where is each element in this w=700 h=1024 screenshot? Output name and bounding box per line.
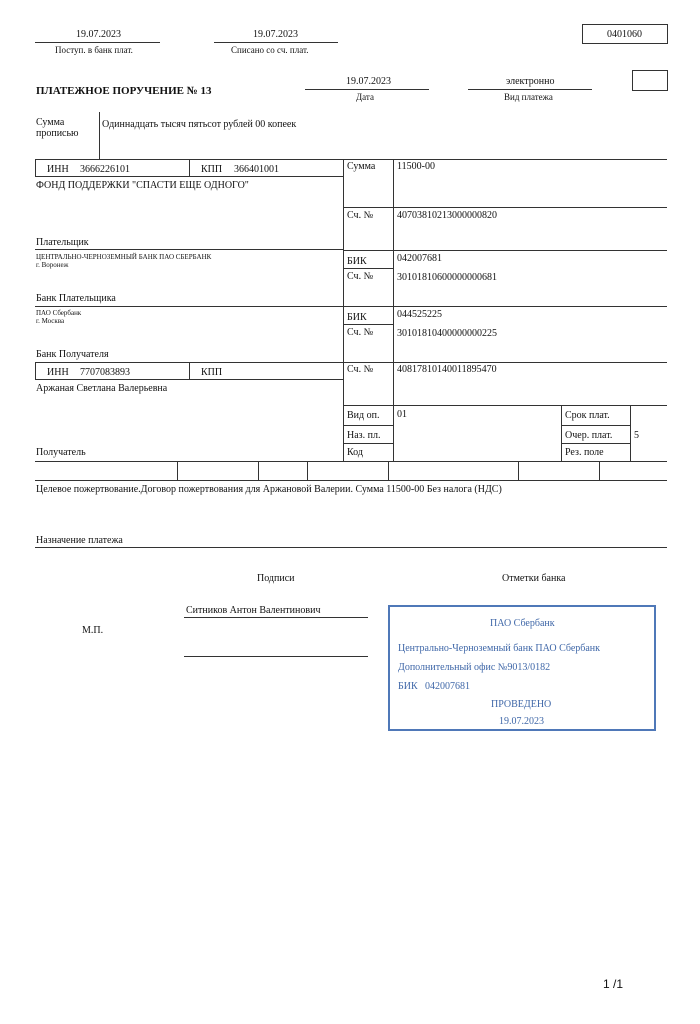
- amount-words-divider: [99, 112, 100, 159]
- payee-bank-bik-label: БИК: [347, 312, 367, 323]
- kod-label: Код: [347, 447, 363, 458]
- payer-name: ФОНД ПОДДЕРЖКИ "СПАСТИ ЕЩЕ ОДНОГО": [36, 180, 249, 191]
- payer-bank-account-label: Сч. №: [347, 271, 374, 282]
- naz-pl-label: Наз. пл.: [347, 430, 381, 441]
- payer-bank-bik: 042007681: [397, 253, 442, 264]
- payer-kpp: 366401001: [234, 164, 279, 175]
- bank-marks-label: Отметки банка: [502, 573, 566, 584]
- payer-bank-account: 30101810600000000681: [397, 272, 497, 283]
- date-debited: 19.07.2023: [253, 29, 298, 40]
- payer-kpp-label: КПП: [201, 164, 223, 175]
- main-column-divider-2: [393, 159, 394, 461]
- payment-type-label: Вид платежа: [504, 92, 553, 102]
- stamp-bik: 042007681: [425, 681, 470, 692]
- payee-inn-label: ИНН: [47, 367, 69, 378]
- tax-cell-5: [518, 461, 519, 480]
- stamp-bik-label: БИК: [398, 681, 418, 692]
- purpose-label: Назначение платежа: [36, 535, 123, 546]
- document-date-label: Дата: [356, 92, 374, 102]
- document-date: 19.07.2023: [346, 76, 391, 87]
- label-received: Поступ. в банк плат.: [55, 45, 133, 55]
- payer-bank-city: г. Воронеж: [36, 261, 69, 269]
- payer-account-label: Сч. №: [347, 210, 374, 221]
- purpose-text: Целевое пожертвование.Договор пожертвования для Аржановой Валерии. Сумма 11500-00 Без налога (НДС): [36, 484, 502, 495]
- payer-inn-left-tick: [35, 159, 36, 176]
- payee-inn-kpp-divider: [189, 362, 190, 379]
- payee-bank-account-label: Сч. №: [347, 327, 374, 338]
- payee-bank-account: 30101810400000000225: [397, 328, 497, 339]
- stamp-status: ПРОВЕДЕНО: [491, 699, 552, 710]
- label-debited: Списано со сч. плат.: [231, 45, 309, 55]
- codes-line-1-right: [561, 425, 631, 426]
- payer-label: Плательщик: [36, 237, 89, 248]
- vid-op: 01: [397, 409, 407, 420]
- tax-row-bottom-line: [35, 480, 667, 481]
- payee-bank-bik: 044525225: [397, 309, 442, 320]
- codes-line-2: [343, 443, 394, 444]
- amount-words-label-2: прописью: [36, 128, 79, 139]
- payee-bank-name: ПАО Сбербанк: [36, 309, 82, 317]
- stamp-branch: Центрально-Черноземный банк ПАО Сбербанк: [398, 643, 601, 654]
- stamp-date: 19.07.2023: [499, 716, 544, 727]
- codes-top-line: [343, 405, 667, 406]
- signature-line-2: [184, 656, 368, 657]
- amount-words-label-1: Сумма: [36, 117, 65, 128]
- payer-bank-bottom-line: [35, 306, 667, 307]
- rez-label: Рез. поле: [565, 447, 604, 458]
- srok-label: Срок плат.: [565, 410, 610, 421]
- signature-line-1: [184, 617, 368, 618]
- payer-bank-name: ЦЕНТРАЛЬНО-ЧЕРНОЗЕМНЫЙ БАНК ПАО СБЕРБАНК: [36, 253, 212, 261]
- codes-line-2-right: [561, 443, 631, 444]
- page-number: 1 /1: [602, 977, 623, 991]
- date-received: 19.07.2023: [76, 29, 121, 40]
- payee-inn-line: [35, 379, 344, 380]
- payee-name: Аржаная Светлана Валерьевна: [36, 383, 168, 394]
- sum-account-line: [343, 207, 667, 208]
- payer-bank-top-line: [343, 250, 667, 251]
- payee-account-label: Сч. №: [347, 364, 374, 375]
- form-code: 0401060: [607, 29, 642, 40]
- amount-words-value: Одиннадцать тысяч пятьсот рублей 00 копеек: [102, 119, 297, 130]
- document-date-line: [305, 89, 429, 90]
- stamp-bank: ПАО Сбербанк: [490, 618, 555, 629]
- payer-account: 40703810213000000820: [397, 210, 497, 221]
- tax-row-top-line: [35, 461, 667, 462]
- payer-inn-line: [35, 176, 344, 177]
- signatures-label: Подписи: [257, 573, 295, 584]
- payee-inn-left-tick: [35, 362, 36, 379]
- ocher-label: Очер. плат.: [565, 430, 613, 441]
- codes-line-1: [343, 425, 394, 426]
- purpose-bottom-line: [35, 547, 667, 548]
- payer-bank-bik-line: [343, 268, 394, 269]
- ocher: 5: [634, 430, 639, 441]
- date-debited-line: [214, 42, 338, 43]
- tax-cell-6: [599, 461, 600, 480]
- payee-account: 40817810140011895470: [397, 364, 497, 375]
- payer-bank-bik-label: БИК: [347, 256, 367, 267]
- tax-cell-1: [177, 461, 178, 480]
- payee-label: Получатель: [36, 447, 86, 458]
- form-code-box: [582, 24, 668, 44]
- payee-bank-bottom-line: [35, 362, 667, 363]
- codes-divider-1: [561, 405, 562, 461]
- empty-code-box: [632, 70, 668, 91]
- payer-inn-label: ИНН: [47, 164, 69, 175]
- payer-sum: 11500-00: [397, 161, 435, 172]
- payer-sum-label: Сумма: [347, 161, 376, 172]
- payer-bank-label: Банк Плательщика: [36, 293, 116, 304]
- payer-inn: 3666226101: [80, 164, 130, 175]
- payee-bank-bik-line: [343, 324, 394, 325]
- mp-label: М.П.: [82, 625, 104, 636]
- payer-bottom-line: [35, 249, 344, 250]
- vid-op-label: Вид оп.: [347, 410, 380, 421]
- tax-cell-2: [258, 461, 259, 480]
- codes-divider-2: [630, 405, 631, 461]
- payee-inn: 7707083893: [80, 367, 130, 378]
- tax-cell-3: [307, 461, 308, 480]
- payee-kpp-label: КПП: [201, 367, 223, 378]
- main-column-divider-1: [343, 159, 344, 461]
- stamp-office: Дополнительный офис №9013/0182: [398, 662, 551, 673]
- date-received-line: [35, 42, 160, 43]
- bank-stamp: [388, 605, 656, 731]
- payee-bank-city: г. Москва: [36, 317, 65, 325]
- payment-type-line: [468, 89, 592, 90]
- payee-bank-label: Банк Получателя: [36, 349, 109, 360]
- amount-words-bottom-line: [35, 159, 667, 160]
- signer-name: Ситников Антон Валентинович: [186, 605, 321, 616]
- payment-type: электронно: [506, 76, 555, 87]
- tax-cell-4: [388, 461, 389, 480]
- payer-inn-kpp-divider: [189, 159, 190, 176]
- document-title: ПЛАТЕЖНОЕ ПОРУЧЕНИЕ № 13: [36, 85, 212, 97]
